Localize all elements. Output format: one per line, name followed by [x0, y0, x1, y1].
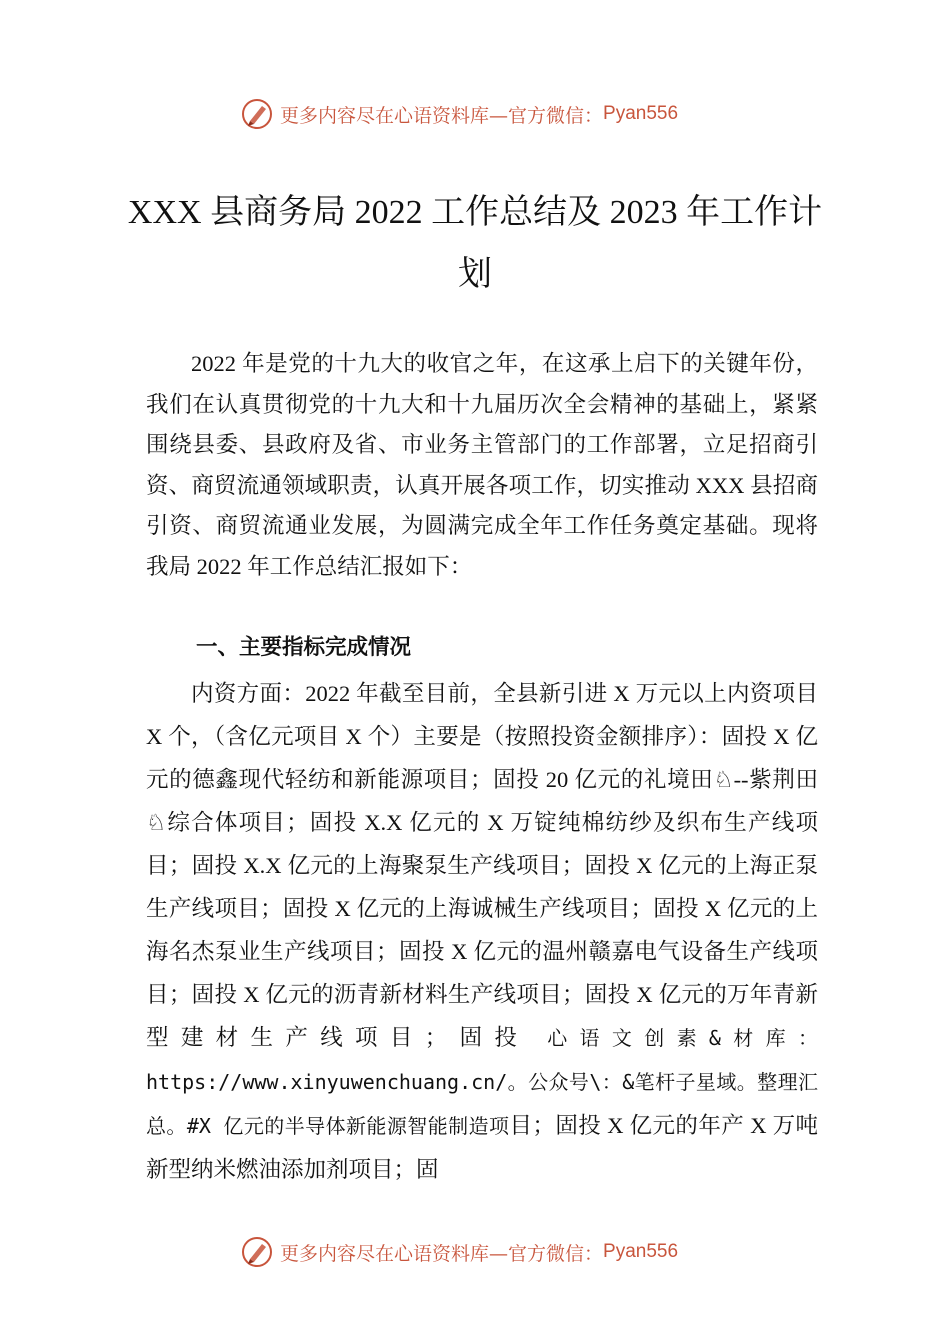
pen-nib-logo-icon [240, 1235, 274, 1269]
watermark-text-cn: 更多内容尽在心语资料库—官方微信： [280, 1242, 604, 1265]
intro-paragraph: 2022 年是党的十九大的收官之年，在这承上启下的关键年份，我们在认真贯彻党的十九大和十九届历次全会精神的基础上，紧紧围绕县委、县政府及省、市业务主管部门的工作部署，立足招商引资、商贸流通领域职责，认真开展各项工作，切实推动 XXX 县招商引资、商贸流通业发展，为圆满完成全年工作任务奠定基础。现将我局 2022 年工作总结汇报如下： [146, 351, 818, 579]
pen-nib-logo-icon [240, 97, 274, 131]
paragraph-text-part-a: 内资方面：2022 年截至目前，全县新引进 X 万元以上内资项目 X 个，（含亿元项目 X 个）主要是（按照投资金额排序）：固投 X 亿元的德鑫现代轻纺和新能源项目；固投 20 亿元的礼境田♘--紫荆田♘综合体项目；固投 X.X 亿元的 X 万锭纯棉纺纱及织布生产线项目；固投 X.X 亿元的上海聚泵生产线项目；固投 X 亿元的上海正泵生产线项目；固投 X 亿元的上海诚械生产线项目；固投 X 亿元的上海名杰泵业生产线项目；固投 X 亿元的温州赣嘉电气设备生产线项目；固投 X 亿元的沥青新材料生产线项目；固投 X 亿元的万年青新型建材生产线项目；固投 [146, 681, 818, 1050]
header-watermark [240, 94, 760, 134]
paragraph-text-part-b: 目；固投 X 亿元的年产 X 万吨新型纳米燃油添加剂项目；固 [146, 1113, 819, 1182]
section-heading-1: 一、主要指标完成情况 [196, 635, 412, 660]
section-1-paragraph [146, 672, 818, 1191]
watermark-text-cn: 更多内容尽在心语资料库—官方微信： [280, 104, 604, 127]
footer-watermark [240, 1232, 760, 1272]
embedded-watermark-text: 心语文创素&材库：https://www.xinyuwenchuang.cn/。公众号\：&笔杆子星域。整理汇总。#X 亿元的半导体新能源智能制造项 [146, 1026, 818, 1138]
document-title: XXX 县商务局 2022 工作总结及 2023 年工作计划 [127, 194, 823, 293]
watermark-text-en: Pyan556 [603, 103, 679, 124]
watermark-text-en: Pyan556 [603, 1241, 679, 1262]
